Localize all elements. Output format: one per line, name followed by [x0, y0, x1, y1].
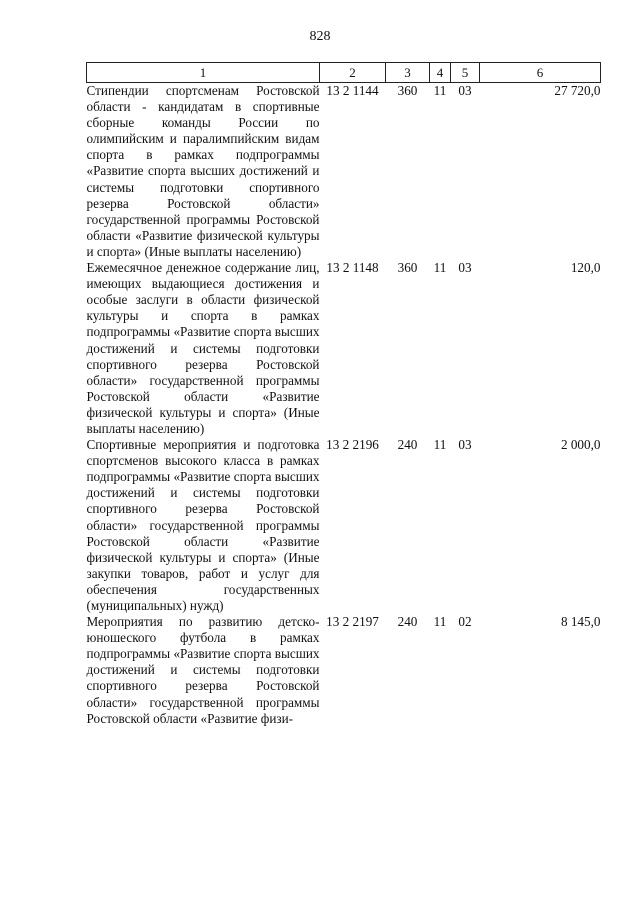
- row-section: 11: [433, 260, 447, 276]
- table-header-row: [87, 63, 601, 83]
- row-amount: 8 145,0: [560, 614, 601, 630]
- row-target-code: 13 2 1144: [326, 83, 379, 98]
- row-expense-type: 360: [397, 260, 418, 276]
- column-header: 4: [430, 63, 451, 83]
- row-amount: 120,0: [570, 260, 601, 276]
- row-section: 11: [433, 614, 447, 630]
- table-row: [87, 614, 601, 727]
- column-header: 6: [480, 63, 601, 83]
- table-row: [87, 260, 601, 437]
- row-target-code: 13 2 2197: [326, 614, 379, 630]
- row-expense-type: 240: [397, 437, 418, 453]
- row-description: Мероприятия по развитию детско-юношеского футбола в рамках подпрограммы «Развитие спорта высших достижений и системы подготовки спортивного резерва Ростовской области» государственной программы Ростовской области «Развитие физи-: [86, 614, 320, 726]
- row-target-code: 13 2 2196: [326, 437, 379, 453]
- row-subsection: 03: [458, 260, 472, 276]
- budget-table: [86, 62, 601, 727]
- row-expense-type: 240: [397, 614, 418, 630]
- row-description: Ежемесячное денежное содержание лиц, имеющих выдающиеся достижения и особые заслуги в области физической культуры и спорта в рамках подпрограммы «Развитие спорта высших достижений и системы подготовки спортивного резерва Ростовской области» государственной программы Ростовской области «Развитие физической культуры и спорта» (Иные выплаты населению): [86, 260, 320, 436]
- row-target-code: 13 2 1148: [326, 260, 379, 276]
- row-amount: 27 720,0: [554, 83, 601, 98]
- table-row: [87, 83, 601, 261]
- row-section: 11: [433, 83, 447, 98]
- row-expense-type: 360: [397, 83, 418, 98]
- row-description: Спортивные мероприятия и подготовка спортсменов высокого класса в рамках подпрограммы «Развитие спорта высших достижений и системы подготовки спортивного резерва Ростовской области» государственной программы Ростовской области «Развитие физической культуры и спорта» (Иные закупки товаров, работ и услуг для обеспечения государственных (муниципальных) нужд): [86, 437, 320, 613]
- row-amount: 2 000,0: [560, 437, 601, 453]
- row-section: 11: [433, 437, 447, 453]
- column-header: 5: [451, 63, 480, 83]
- column-header: 1: [87, 63, 320, 83]
- table-row: [87, 437, 601, 614]
- page-number: 828: [309, 29, 331, 44]
- row-subsection: 02: [458, 614, 472, 630]
- column-header: 2: [320, 63, 386, 83]
- row-subsection: 03: [458, 437, 472, 453]
- column-header: 3: [386, 63, 430, 83]
- row-subsection: 03: [458, 83, 472, 98]
- row-description: Стипендии спортсменам Ростовской области - кандидатам в спортивные сборные команды России по олимпийским и паралимпийским видам спорта в рамках подпрограммы «Развитие спорта высших достижений и системы подготовки спортивного резерва Ростовской области» государственной программы Ростовской области «Развитие физической культуры и спорта» (Иные выплаты населению): [86, 83, 320, 259]
